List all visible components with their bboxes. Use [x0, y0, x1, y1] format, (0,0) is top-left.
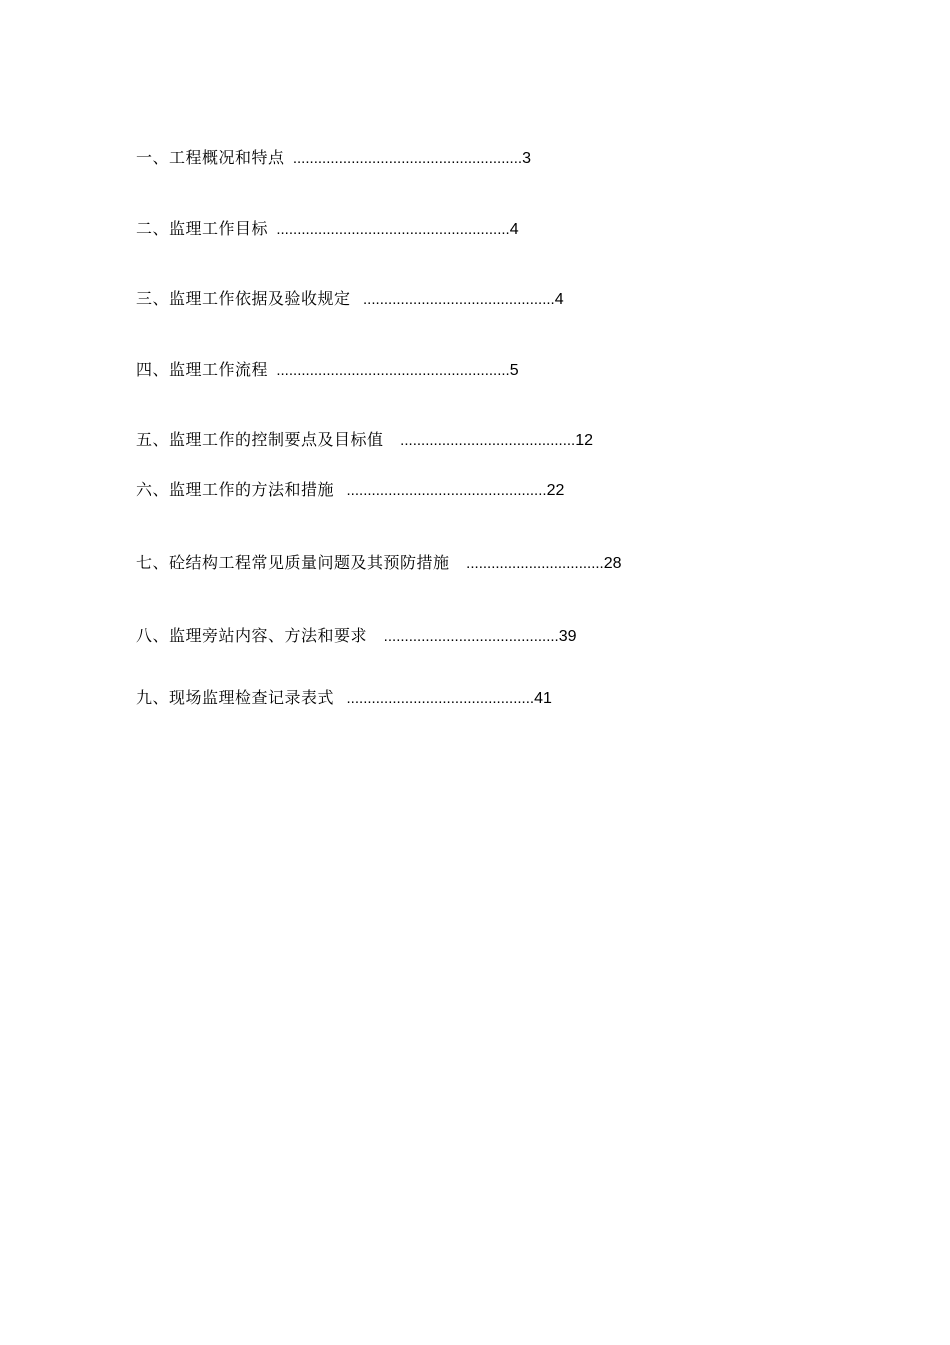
toc-entry-2[interactable]: [136, 219, 519, 240]
toc-entry-leader: .......................................................: [284, 150, 523, 167]
toc-entry-title: 四、监理工作流程: [136, 360, 269, 379]
toc-entry-9[interactable]: [136, 688, 552, 709]
toc-entry-title: 一、工程概况和特点: [136, 148, 285, 167]
toc-entry-3[interactable]: [136, 289, 564, 310]
toc-entry-title: 八、监理旁站内容、方法和要求: [136, 626, 368, 645]
toc-entry-title: 九、现场监理检查记录表式: [136, 688, 335, 707]
toc-entry-page: 4: [509, 221, 519, 238]
toc-entry-title: 五、监理工作的控制要点及目标值: [136, 430, 384, 449]
toc-entry-page: 22: [546, 482, 565, 499]
toc-entry-1[interactable]: [136, 148, 531, 169]
toc-entry-page: 28: [603, 555, 622, 572]
toc-entry-5[interactable]: [136, 430, 593, 451]
toc-entry-title: 七、砼结构工程常见质量问题及其预防措施: [136, 553, 450, 572]
toc-entry-leader: ..........................................: [367, 628, 559, 645]
toc-entry-page: 3: [522, 150, 531, 167]
toc-entry-4[interactable]: [136, 360, 519, 381]
toc-entry-8[interactable]: [136, 626, 577, 647]
toc-entry-leader: ..............................................: [350, 291, 555, 308]
toc-entry-page: 41: [534, 690, 552, 707]
toc-entry-leader: .................................: [449, 555, 604, 572]
toc-entry-title: 二、监理工作目标: [136, 219, 269, 238]
toc-entry-6[interactable]: [136, 480, 564, 501]
toc-entry-page: 12: [575, 432, 594, 449]
toc-entry-7[interactable]: [136, 553, 622, 574]
toc-entry-leader: ..........................................: [383, 432, 576, 449]
toc-entry-page: 5: [509, 362, 519, 379]
toc-entry-leader: .............................................: [334, 690, 535, 707]
toc-entry-page: 39: [558, 628, 577, 645]
toc-entry-title: 六、监理工作的方法和措施: [136, 480, 335, 499]
toc-entry-page: 4: [554, 291, 564, 308]
toc-entry-leader: ................................................: [334, 482, 547, 499]
toc-entry-title: 三、监理工作依据及验收规定: [136, 289, 351, 308]
toc-entry-leader: ........................................................: [268, 221, 510, 238]
toc-entry-leader: ........................................................: [268, 362, 510, 379]
